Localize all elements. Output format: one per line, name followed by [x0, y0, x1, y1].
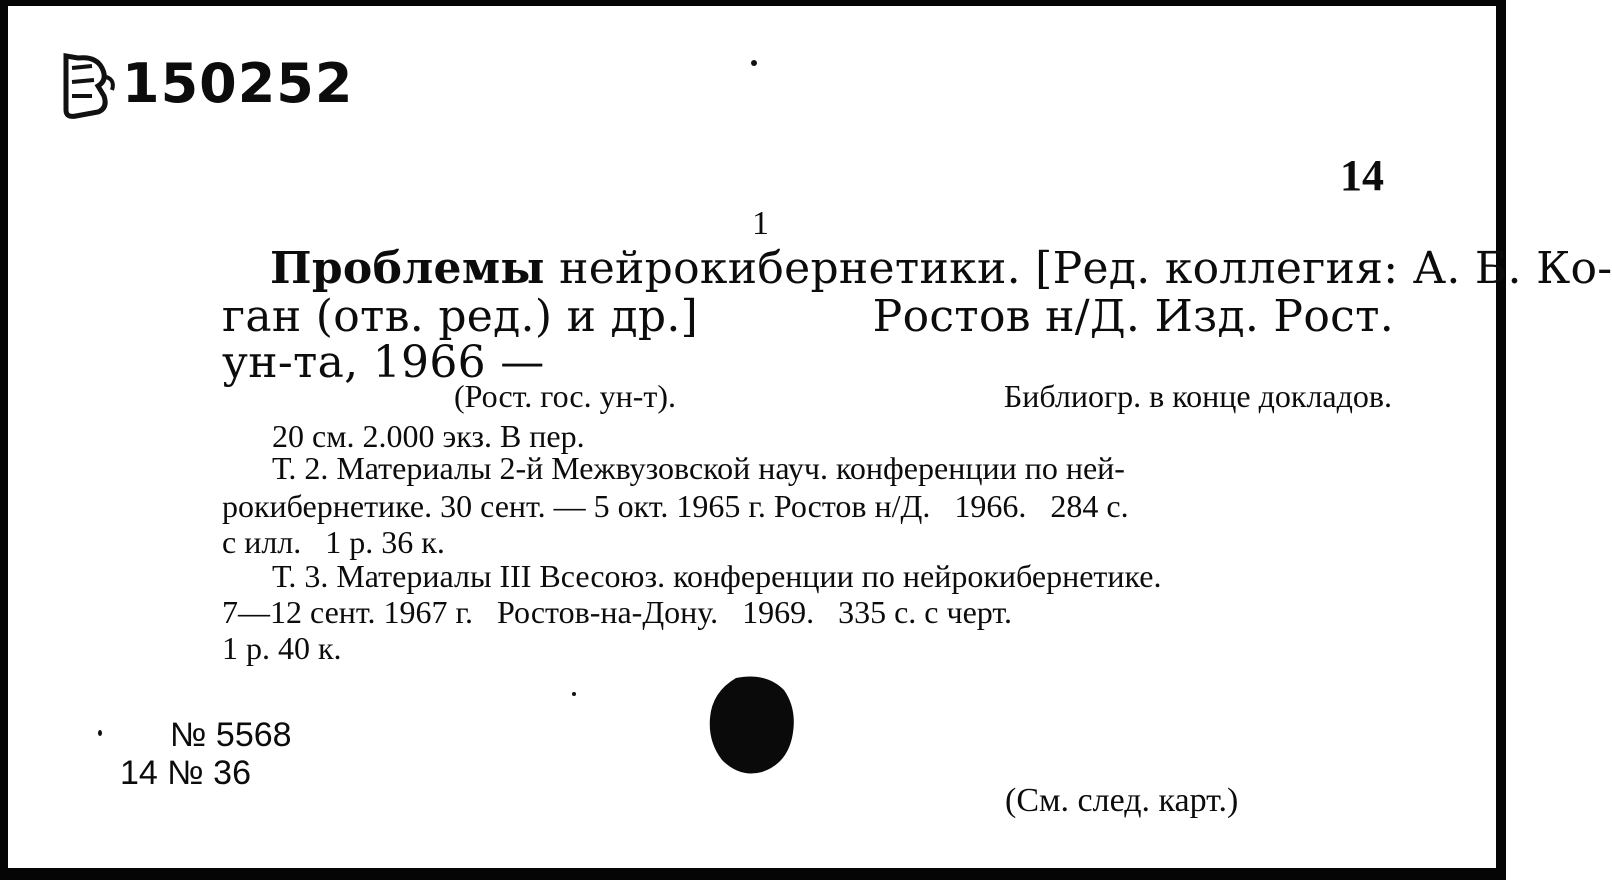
volume-2-line-1: Т. 2. Материалы 2-й Межвузовской науч. конференции по ней-: [272, 450, 1125, 486]
institution: (Рост. гос. ун-т).: [454, 378, 676, 414]
bibliography-note: Библиогр. в конце докладов.: [1003, 378, 1392, 414]
card-number: 14: [1340, 151, 1384, 200]
reference-line-1: № 5568: [170, 716, 292, 754]
ink-speck: [751, 60, 757, 66]
volume-3-line-2: 7—12 сент. 1967 г. Ростов-на-Дону. 1969. 335 с. с черт.: [222, 594, 1012, 630]
library-stamp-icon: [58, 46, 120, 122]
title-line-1: [270, 243, 1612, 294]
card-border-top: [0, 0, 1506, 6]
inventory-number: 150252: [122, 52, 354, 115]
description-line-1: [454, 378, 1392, 415]
reference-numbers: [120, 716, 292, 792]
card-border-left: [0, 0, 8, 880]
volume-3-line-3: 1 р. 40 к.: [222, 630, 342, 666]
volume-2-line-3: с илл. 1 р. 36 к.: [222, 524, 445, 560]
title-lead-word: Проблемы: [270, 243, 545, 294]
volume-2-line-2: рокибернетике. 30 сент. — 5 окт. 1965 г. Ростов н/Д. 1966. 284 с.: [222, 488, 1129, 524]
publisher: Ростов н/Д. Изд. Рост.: [872, 291, 1394, 342]
reference-line-2: 14 № 36: [120, 754, 252, 792]
description-line-2: 20 см. 2.000 экз. В пер.: [272, 418, 585, 454]
title-line-3: ун-та, 1966 —: [222, 337, 545, 388]
see-next-card: (См. след. карт.): [1005, 782, 1239, 819]
inventory-stamp: [58, 46, 353, 122]
editors: ган (отв. ред.) и др.]: [222, 291, 699, 342]
card-border-right: [1496, 0, 1506, 880]
title-rest: нейрокибернетики. [Ред. коллегия: А. Б. Ко-: [559, 243, 1612, 294]
punch-hole: [706, 672, 796, 776]
card-border-bottom: [0, 868, 1506, 880]
volume-number: 1: [752, 205, 769, 242]
title-line-2: [222, 291, 1394, 342]
ink-speck: [98, 730, 102, 736]
volume-3-line-1: Т. 3. Материалы III Всесоюз. конференции по нейрокибернетике.: [272, 558, 1162, 594]
ink-speck: [572, 692, 576, 696]
